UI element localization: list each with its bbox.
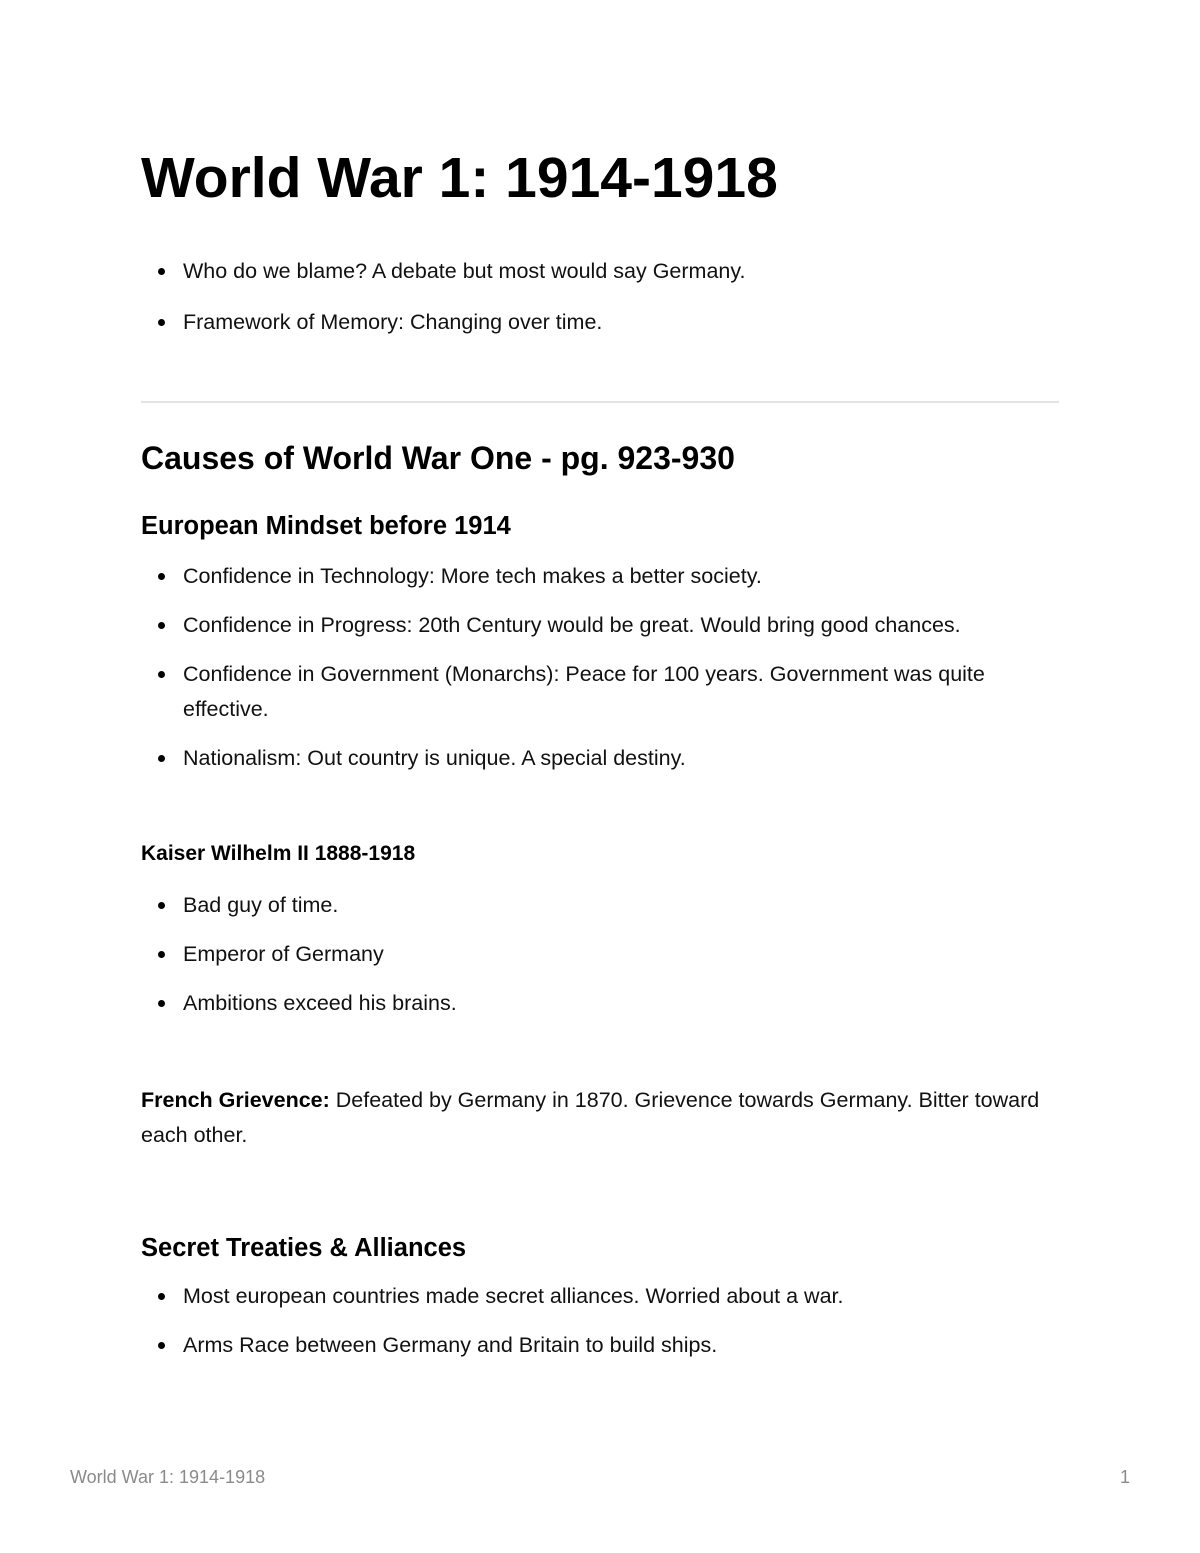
french-grievence-paragraph <box>141 1083 1059 1153</box>
french-grievence-label: French Grievence: <box>141 1088 330 1112</box>
treaties-list <box>141 1279 1059 1363</box>
section-heading: Causes of World War One - pg. 923-930 <box>141 440 735 476</box>
page-number: 1 <box>1119 1467 1130 1487</box>
mindset-heading: European Mindset before 1914 <box>141 512 511 540</box>
list-item: Arms Race between Germany and Britain to build ships. <box>141 1328 1059 1363</box>
kaiser-heading: Kaiser Wilhelm II 1888-1918 <box>141 842 416 865</box>
list-item: Who do we blame? A debate but most would say Germany. <box>141 254 1059 289</box>
list-item: Confidence in Technology: More tech makes a better society. <box>141 559 1059 594</box>
french-grievence-text: Defeated by Germany in 1870. Grievence towards Germany. Bitter toward each other. <box>141 1088 1040 1147</box>
list-item: Bad guy of time. <box>141 888 1059 923</box>
list-item: Confidence in Progress: 20th Century would be great. Would bring good chances. <box>141 608 1059 643</box>
intro-list <box>141 254 1059 340</box>
kaiser-list <box>141 888 1059 1021</box>
horizontal-divider <box>141 401 1059 403</box>
treaties-heading: Secret Treaties & Alliances <box>141 1234 467 1262</box>
list-item: Ambitions exceed his brains. <box>141 986 1059 1021</box>
mindset-list <box>141 559 1059 776</box>
document-title: World War 1: 1914-1918 <box>141 146 778 210</box>
list-item: Emperor of Germany <box>141 937 1059 972</box>
footer-title: World War 1: 1914-1918 <box>70 1467 266 1487</box>
list-item: Framework of Memory: Changing over time. <box>141 305 1059 340</box>
list-item: Most european countries made secret alliances. Worried about a war. <box>141 1279 1059 1314</box>
list-item: Nationalism: Out country is unique. A special destiny. <box>141 741 1059 776</box>
list-item: Confidence in Government (Monarchs): Peace for 100 years. Government was quite effective. <box>141 657 1059 727</box>
